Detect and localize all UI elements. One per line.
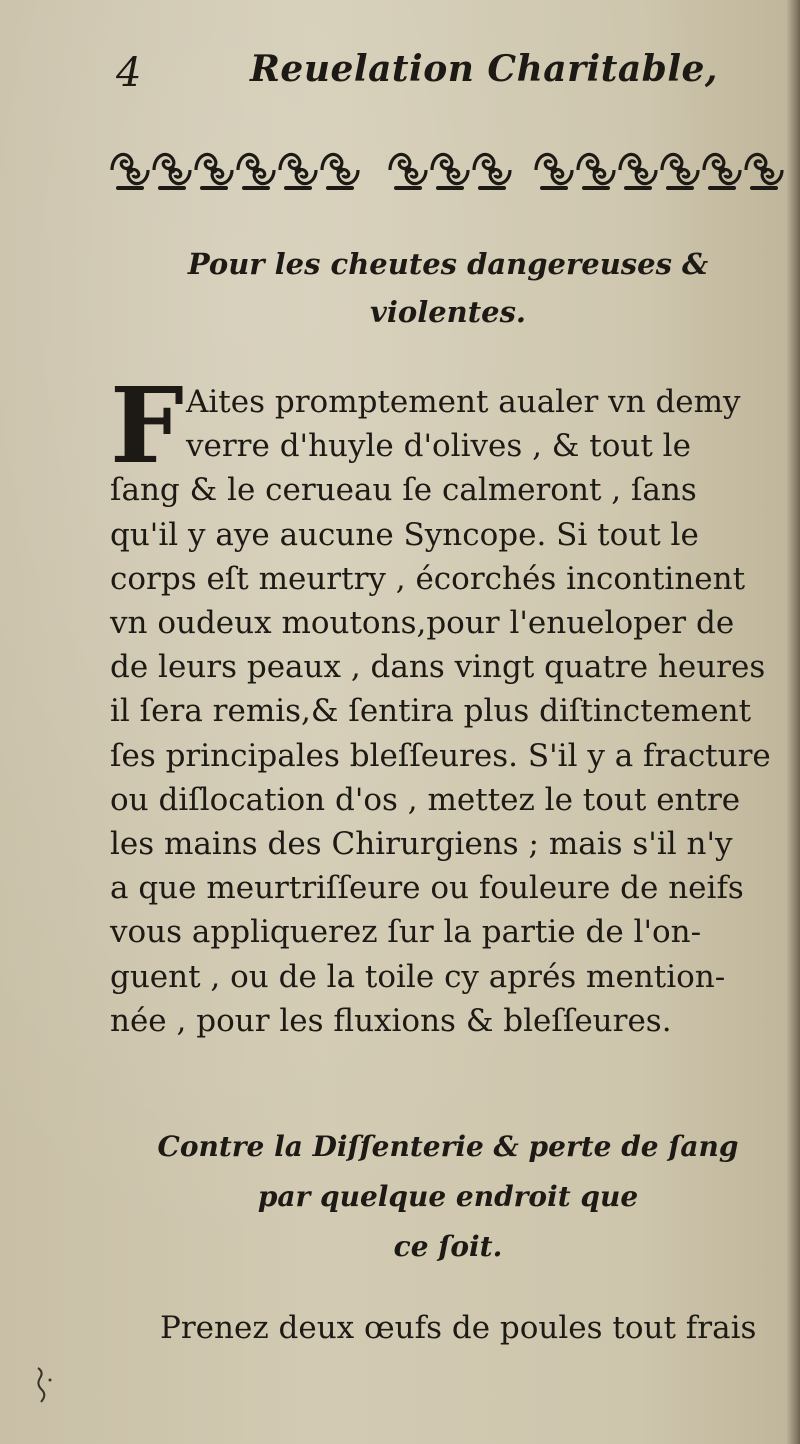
- fleuron-unit: [196, 154, 232, 190]
- fleuron-unit: [620, 154, 656, 190]
- text-line: qu'il y aye aucune Syncope. Si tout le: [110, 516, 699, 553]
- heading-line: violentes.: [369, 295, 527, 329]
- text-line: les mains des Chirurgiens ; mais s'il n'y: [110, 826, 733, 863]
- text-line: vous appliquerez ſur la partie de l'on-: [110, 914, 702, 951]
- text-line: née , pour les fluxions & bleſſeures.: [110, 1002, 672, 1039]
- text-line: de leurs peaux , dans vingt quatre heures: [110, 649, 766, 686]
- running-title: Reuelation Charitable,: [250, 48, 718, 90]
- heading-line: par quelque endroit que: [257, 1180, 639, 1213]
- fleuron-unit: [238, 154, 274, 190]
- fleuron-unit: [578, 154, 614, 190]
- paragraph-dysentery: Prenez deux œufs de poules tout frais: [160, 1310, 757, 1346]
- fleuron-unit: [704, 154, 740, 190]
- heading-line: ce ſoit.: [393, 1230, 503, 1263]
- section-heading-falls: [110, 240, 786, 336]
- fleuron-unit: [474, 154, 510, 190]
- section-heading-dysentery: [110, 1122, 786, 1272]
- fleuron-unit: [390, 154, 426, 190]
- text-line: ſang & le cerueau ſe calmeront , ſans: [110, 472, 697, 509]
- fleuron-unit: [432, 154, 468, 190]
- heading-line: Pour les cheutes dangereuses &: [187, 247, 709, 281]
- fleuron-unit: [746, 154, 782, 190]
- text-line: vn oudeux moutons,pour l'enueloper de: [110, 605, 735, 642]
- text-line: il ſera remis,& ſentira plus diſtinctement: [110, 693, 752, 730]
- text-line: Aites promptement aualer vn demy: [186, 384, 741, 420]
- decorative-ornament-band: [110, 138, 786, 200]
- text-line: corps eſt meurtry , écorchés incontinent: [110, 560, 746, 597]
- drop-cap-letter: F: [110, 364, 184, 487]
- fleuron-unit: [536, 154, 572, 190]
- text-line: verre d'huyle d'olives , & tout le: [186, 428, 691, 465]
- text-line: a que meurtriſſeure ou fouleure de neifs: [110, 870, 744, 907]
- fleuron-unit: [322, 154, 358, 190]
- paragraph-falls: [110, 364, 786, 1043]
- text-line: ſes principales bleſſeures. S'il y a fracture: [110, 737, 771, 774]
- ink-smudge-mark: [30, 1360, 60, 1420]
- heading-line: Contre la Diſſenterie & perte de ſang: [157, 1130, 739, 1163]
- text-line: ou diſlocation d'os , mettez le tout entre: [110, 781, 741, 818]
- page-edge-shadow: [786, 0, 800, 1444]
- fleuron-unit: [154, 154, 190, 190]
- page-number: 4: [116, 50, 142, 96]
- text-line: guent , ou de la toile cy aprés mention-: [110, 958, 726, 995]
- fleuron-unit: [662, 154, 698, 190]
- fleuron-unit: [112, 154, 148, 190]
- fleuron-unit: [280, 154, 316, 190]
